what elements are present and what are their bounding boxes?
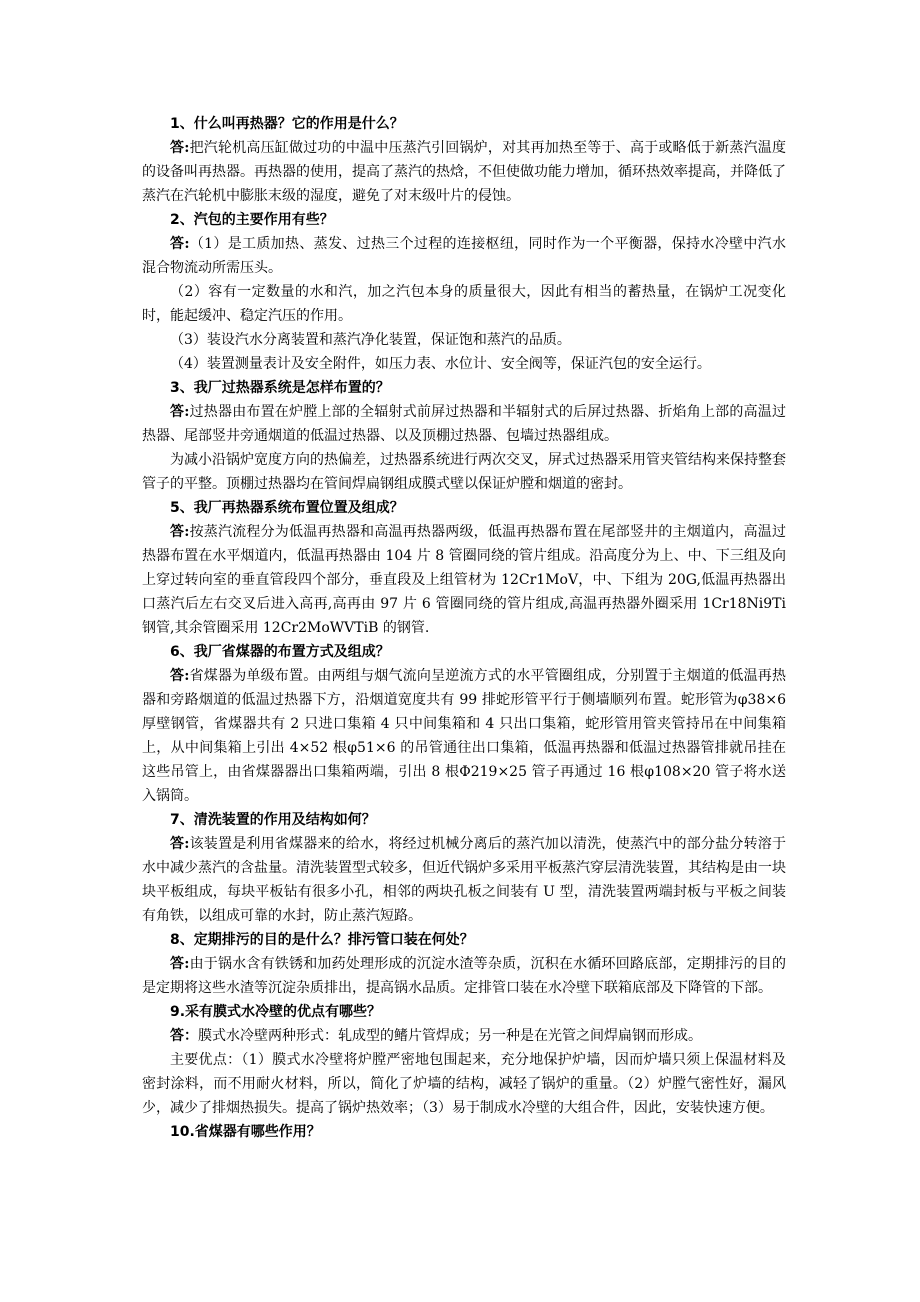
answer-paragraph [142, 352, 786, 376]
answer-paragraph [142, 280, 786, 328]
answer-text: 按蒸汽流程分为低温再热器和高温再热器两级，低温再热器布置在尾部竖井的主烟道内，高温过热器布置在水平烟道内，低温再热器由 104 片 8 管圈同绕的管片组成。沿高度分为上、中、下三组及向上穿过转向室的垂直管段四个部分，垂直段及上组管材为 12Cr1MoV，中、下组为 20G,低温再热器出口蒸汽后左右交叉后进入高再,高再由 97 片 6 管圈同绕的管片组成,高温再热器外圈采用 1Cr18Ni9Ti 钢管,其余管圈采用 12Cr2MoWVTiB 的钢管. [142, 524, 786, 636]
answer-paragraph [142, 832, 786, 928]
answer-paragraph [142, 1024, 786, 1048]
answer-text: （3）装设汽水分离装置和蒸汽净化装置，保证饱和蒸汽的品质。 [170, 332, 571, 348]
answer-paragraph [142, 136, 786, 208]
answer-text: 该装置是利用省煤器来的给水，将经过机械分离后的蒸汽加以清洗，使蒸汽中的部分盐分转溶于水中减少蒸汽的含盐量。清洗装置型式较多，但近代锅炉多采用平板蒸汽穿层清洗装置，其结构是由一块块平板组成，每块平板钻有很多小孔，相邻的两块孔板之间装有 U 型，清洗装置两端封板与平板之间装有角铁，以组成可靠的水封，防止蒸汽短路。 [142, 836, 786, 924]
answer-label: 答: [170, 404, 190, 420]
answer-paragraph [142, 328, 786, 352]
answer-text: 由于锅水含有铁锈和加药处理形成的沉淀水渣等杂质，沉积在水循环回路底部，定期排污的目的是定期将这些水渣等沉淀杂质排出，提高锅水品质。定排管口装在水冷壁下联箱底部及下降管的下部。 [142, 956, 786, 996]
answer-paragraph [142, 664, 786, 808]
answer-label: 答: [170, 668, 190, 684]
answer-label: 答: [170, 836, 190, 852]
answer-paragraph [142, 232, 786, 280]
answer-text: （1）是工质加热、蒸发、过热三个过程的连接枢纽，同时作为一个平衡器，保持水冷壁中汽水混合物流动所需压头。 [142, 236, 787, 276]
answer-label: 答： [170, 1028, 198, 1044]
answer-paragraph [142, 1048, 786, 1120]
question-heading: 9.采有膜式水冷壁的优点有哪些？ [170, 1004, 382, 1020]
answer-text: 省煤器为单级布置。由两组与烟气流向呈逆流方式的水平管圈组成，分别置于主烟道的低温再热器和旁路烟道的低温过热器下方，沿烟道宽度共有 99 排蛇形管平行于侧墙顺列布置。蛇形管为φ38×6 厚壁钢管，省煤器共有 2 只进口集箱 4 只中间集箱和 4 只出口集箱，蛇形管用管夹管持吊在中间集箱上，从中间集箱上引出 4×52 根φ51×6 的吊管通往出口集箱，低温再热器和低温过热器管排就吊挂在这些吊管上，由省煤器器出口集箱两端，引出 8 根Φ219×25 管子再通过 16 根φ108×20 管子将水送入锅筒。 [142, 668, 786, 804]
question-heading: 3、我厂过热器系统是怎样布置的？ [170, 380, 390, 396]
answer-paragraph [142, 448, 786, 496]
answer-paragraph [142, 400, 786, 448]
document-body [142, 112, 786, 1144]
question-heading: 10.省煤器有哪些作用？ [170, 1124, 321, 1140]
question-heading: 6、我厂省煤器的布置方式及组成？ [170, 644, 390, 660]
answer-text: 过热器由布置在炉膛上部的全辐射式前屏过热器和半辐射式的后屏过热器、折焰角上部的高温过热器、尾部竖井旁通烟道的低温过热器、以及顶棚过热器、包墙过热器组成。 [142, 404, 786, 444]
question-heading: 1、什么叫再热器？它的作用是什么？ [170, 116, 404, 132]
answer-label: 答: [170, 236, 190, 252]
answer-text: （2）容有一定数量的水和汽，加之汽包本身的质量很大，因此有相当的蓄热量，在锅炉工况变化时，能起缓冲、稳定汽压的作用。 [142, 284, 786, 324]
answer-label: 答: [170, 956, 190, 972]
answer-paragraph [142, 520, 786, 640]
answer-text: 为减小沿锅炉宽度方向的热偏差，过热器系统进行两次交叉，屏式过热器采用管夹管结构来保持整套管子的平整。顶棚过热器均在管间焊扁钢组成膜式壁以保证炉膛和烟道的密封。 [142, 452, 786, 492]
question-heading: 7、清洗装置的作用及结构如何？ [170, 812, 376, 828]
answer-text: （4）装置测量表计及安全附件，如压力表、水位计、安全阀等，保证汽包的安全运行。 [170, 356, 711, 372]
question-heading: 2、汽包的主要作用有些？ [170, 212, 334, 228]
question-heading: 5、我厂再热器系统布置位置及组成？ [170, 500, 404, 516]
question-heading: 8、定期排污的目的是什么？排污管口装在何处？ [170, 932, 474, 948]
answer-label: 答: [170, 140, 190, 156]
answer-text: 膜式水冷壁两种形式：轧成型的鳍片管焊成；另一种是在光管之间焊扁钢而形成。 [198, 1028, 702, 1044]
answer-label: 答: [170, 524, 190, 540]
answer-text: 主要优点：（1）膜式水冷壁将炉膛严密地包围起来，充分地保护炉墙，因而炉墙只须上保温材料及密封涂料，而不用耐火材料，所以，简化了炉墙的结构，减轻了锅炉的重量。（2）炉膛气密性好，漏风少，减少了排烟热损失。提高了锅炉热效率；（3）易于制成水冷壁的大组合件，因此，安装快速方便。 [142, 1052, 786, 1116]
answer-paragraph [142, 952, 786, 1000]
answer-text: 把汽轮机高压缸做过功的中温中压蒸汽引回锅炉，对其再加热至等于、高于或略低于新蒸汽温度的设备叫再热器。再热器的使用，提高了蒸汽的热焓，不但使做功能力增加，循环热效率提高，并降低了蒸汽在汽轮机中膨胀末级的湿度，避免了对末级叶片的侵蚀。 [142, 140, 786, 204]
